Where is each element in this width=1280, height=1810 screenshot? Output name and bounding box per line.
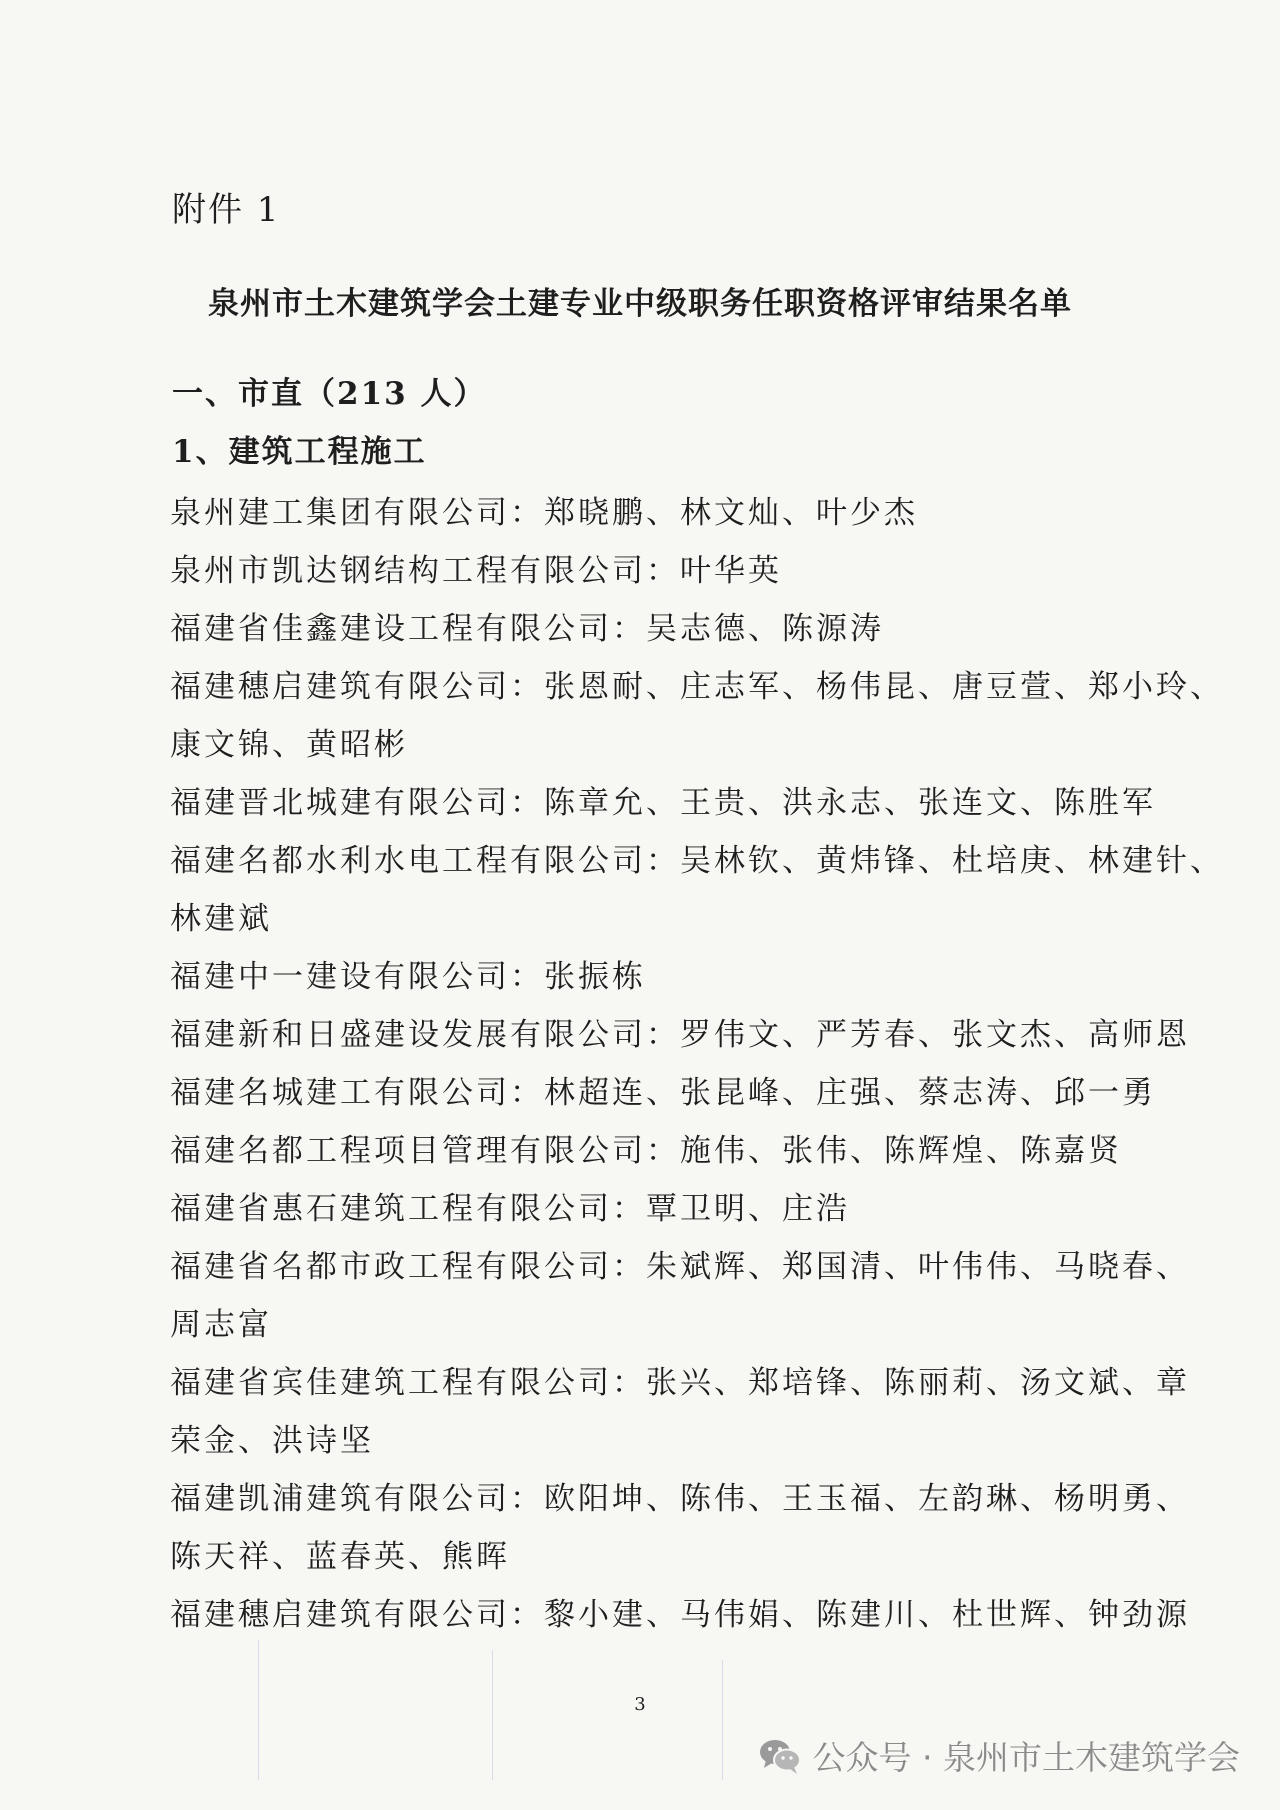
list-item: [170, 484, 1130, 542]
attachment-label: 附件 1: [172, 190, 281, 230]
entry-continuation-line: 荣金、洪诗坚: [170, 1423, 374, 1459]
entry-line: 福建穗启建筑有限公司：张恩耐、庄志军、杨伟昆、唐豆萱、郑小玲、: [170, 669, 1224, 705]
list-item: [170, 948, 1130, 1006]
list-item: [170, 1064, 1156, 1122]
list-item: [170, 1122, 1130, 1180]
wechat-icon: [757, 1733, 803, 1779]
list-item: [170, 1470, 1190, 1586]
list-item: [170, 658, 1224, 774]
entry-line: 福建凯浦建筑有限公司：欧阳坤、陈伟、王玉福、左韵琳、杨明勇、: [170, 1481, 1190, 1517]
entry-line: 福建名城建工有限公司：林超连、张昆峰、庄强、蔡志涛、邱一勇: [170, 1075, 1156, 1111]
page-number: 3: [634, 1694, 646, 1715]
entry-line: 福建名都工程项目管理有限公司：施伟、张伟、陈辉煌、陈嘉贤: [170, 1133, 1122, 1169]
scan-artifact: [492, 1650, 493, 1780]
list-item: [170, 600, 1130, 658]
entry-line: 福建省名都市政工程有限公司：朱斌辉、郑国清、叶伟伟、马晓春、: [170, 1249, 1190, 1285]
entry-line: 福建晋北城建有限公司：陈章允、王贵、洪永志、张连文、陈胜军: [170, 785, 1156, 821]
document-title: 泉州市土木建筑学会土建专业中级职务任职资格评审结果名单: [208, 286, 1072, 322]
entry-line: 福建省佳鑫建设工程有限公司：吴志德、陈源涛: [170, 611, 884, 647]
watermark: [757, 1732, 1240, 1779]
list-item: [170, 1238, 1190, 1354]
subsection-heading: 1、建筑工程施工: [172, 434, 427, 470]
entry-line: 福建省宾佳建筑工程有限公司：张兴、郑培锋、陈丽莉、汤文斌、章: [170, 1365, 1190, 1401]
entry-continuation-line: 林建斌: [170, 901, 272, 937]
entry-line: 泉州市凯达钢结构工程有限公司：叶华英: [170, 553, 782, 589]
list-item: [170, 1006, 1190, 1064]
list-item: [170, 832, 1224, 948]
list-item: [170, 1586, 1190, 1644]
list-item: [170, 1180, 1130, 1238]
entry-continuation-line: 周志富: [170, 1307, 272, 1343]
list-item: [170, 774, 1156, 832]
company-list: [170, 484, 1224, 1644]
entry-line: 福建中一建设有限公司：张振栋: [170, 959, 646, 995]
entry-continuation-line: 陈天祥、蓝春英、熊晖: [170, 1539, 510, 1575]
scan-artifact: [722, 1660, 723, 1780]
entry-line: 福建省惠石建筑工程有限公司：覃卫明、庄浩: [170, 1191, 850, 1227]
entry-line: 泉州建工集团有限公司：郑晓鹏、林文灿、叶少杰: [170, 495, 918, 531]
list-item: [170, 542, 1130, 600]
entry-line: 福建新和日盛建设发展有限公司：罗伟文、严芳春、张文杰、高师恩: [170, 1017, 1190, 1053]
entry-line: 福建名都水利水电工程有限公司：吴林钦、黄炜锋、杜培庚、林建针、: [170, 843, 1224, 879]
entry-line: 福建穗启建筑有限公司：黎小建、马伟娟、陈建川、杜世辉、钟劲源: [170, 1597, 1190, 1633]
watermark-text: 公众号 · 泉州市土木建筑学会: [812, 1738, 1240, 1777]
entry-continuation-line: 康文锦、黄昭彬: [170, 727, 408, 763]
section-heading: 一、市直（213 人）: [172, 376, 487, 412]
list-item: [170, 1354, 1190, 1470]
